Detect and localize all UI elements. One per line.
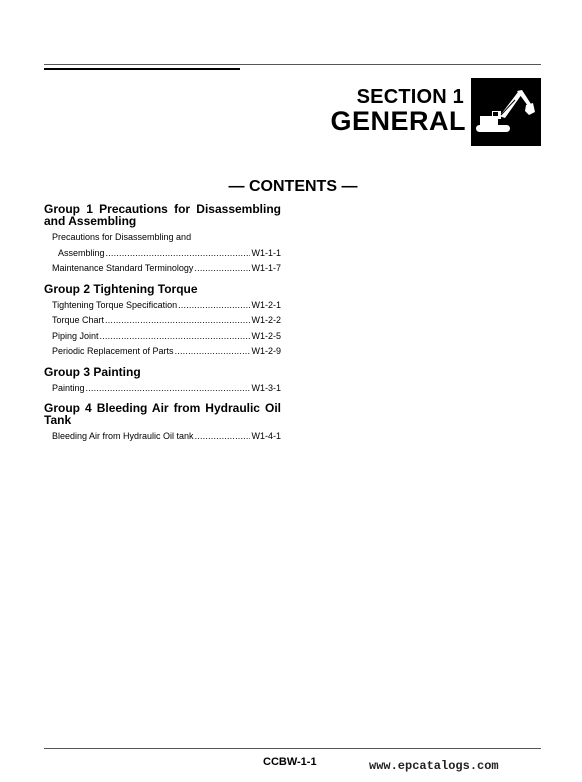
toc-entry-label: Torque Chart xyxy=(52,315,105,325)
toc-entry-label: Periodic Replacement of Parts xyxy=(52,346,174,356)
footer-rule xyxy=(44,748,541,749)
page-code: CCBW-1-1 xyxy=(263,756,317,768)
section-title: GENERAL xyxy=(330,106,466,136)
group-title: Group 3 Painting xyxy=(44,364,141,379)
table-of-contents xyxy=(44,203,281,445)
toc-entry-page: W1-2-1 xyxy=(251,299,281,310)
group-title: Group 4 Bleeding Air from Hydraulic Oil Tank xyxy=(44,401,281,427)
toc-entry[interactable] xyxy=(52,298,281,314)
toc-entry-label: Piping Joint xyxy=(52,330,99,341)
toc-entry[interactable] xyxy=(52,429,281,445)
toc-group-1 xyxy=(44,203,281,277)
toc-entry-label: Bleeding Air from Hydraulic Oil tank xyxy=(52,431,194,441)
toc-entry[interactable] xyxy=(52,313,281,329)
leader-dots xyxy=(100,329,251,345)
toc-entry[interactable] xyxy=(52,246,281,262)
excavator-icon xyxy=(471,78,541,146)
toc-entry-label-line1: Precautions for Disassembling and xyxy=(52,232,192,242)
leader-dots xyxy=(195,429,251,445)
contents-title: — CONTENTS — xyxy=(228,178,358,195)
toc-entry-label: Maintenance Standard Terminology xyxy=(52,263,194,273)
toc-entry-page: W1-2-2 xyxy=(251,315,281,325)
watermark: www.epcatalogs.com xyxy=(369,759,499,773)
toc-entry[interactable] xyxy=(52,329,281,345)
header-rule-thick xyxy=(44,68,240,70)
toc-entry[interactable] xyxy=(52,261,281,277)
toc-entry-page: W1-2-9 xyxy=(251,346,281,356)
leader-dots xyxy=(194,261,250,277)
leader-dots xyxy=(106,246,251,262)
leader-dots xyxy=(178,298,250,314)
group-title: Group 2 Tightening Torque xyxy=(44,281,198,296)
toc-entry-page: W1-2-5 xyxy=(251,330,281,341)
toc-group-4 xyxy=(44,402,281,445)
toc-entry-label: Tightening Torque Specification xyxy=(52,299,178,310)
toc-entry-page: W1-3-1 xyxy=(251,382,281,393)
toc-entry-label: Assembling xyxy=(58,247,105,258)
toc-entry-page: W1-4-1 xyxy=(251,431,281,441)
leader-dots xyxy=(86,381,251,397)
toc-group-3 xyxy=(44,366,281,397)
toc-entry-page: W1-1-7 xyxy=(251,263,281,273)
leader-dots xyxy=(105,313,250,329)
toc-entry-label: Painting xyxy=(52,382,85,393)
leader-dots xyxy=(175,344,251,360)
toc-entry[interactable] xyxy=(52,344,281,360)
toc-entry[interactable] xyxy=(52,381,281,397)
group-title: Group 1 Precautions for Disassembling and Assembling xyxy=(44,202,281,228)
toc-group-2 xyxy=(44,283,281,360)
toc-entry-page: W1-1-1 xyxy=(251,247,281,258)
section-label: SECTION 1 xyxy=(356,86,464,108)
header-rule xyxy=(44,64,541,65)
